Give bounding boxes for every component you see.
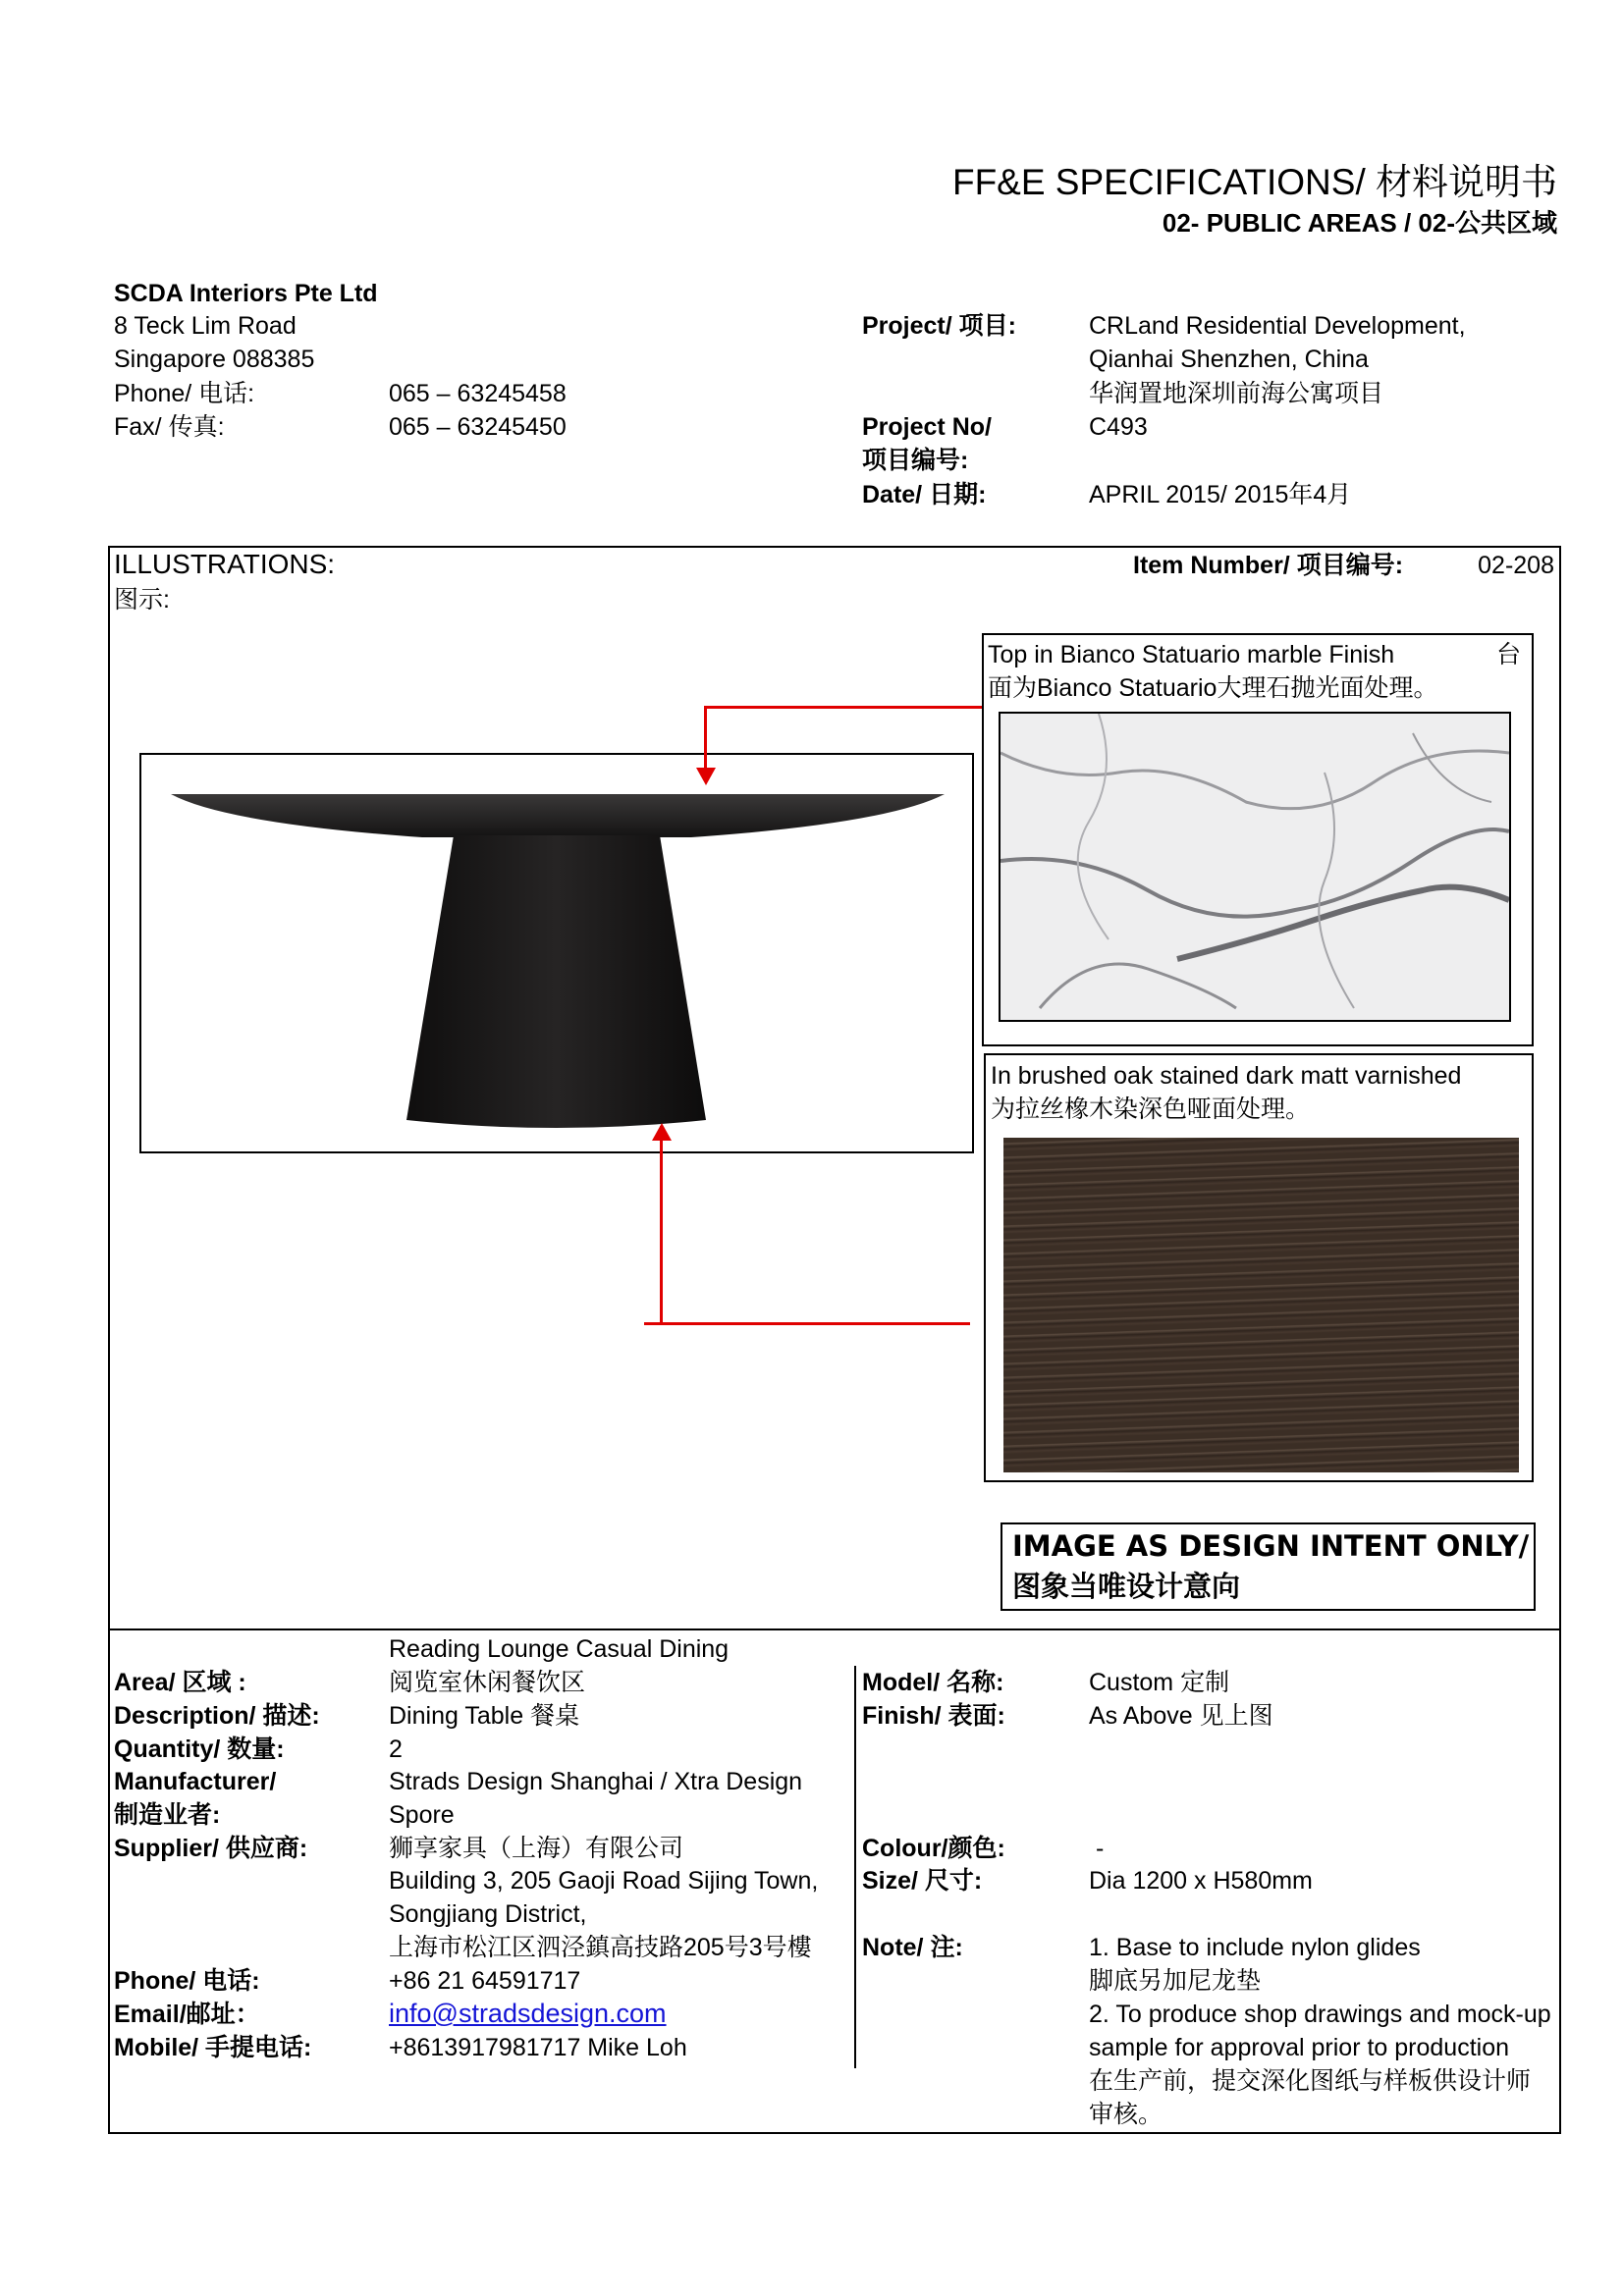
frame-divider xyxy=(108,1629,1561,1630)
quantity-value: 2 xyxy=(389,1735,403,1763)
description-value: Dining Table 餐桌 xyxy=(389,1702,580,1730)
area-label: Area/ 区域 : xyxy=(114,1669,246,1696)
email-label: Email/邮址： xyxy=(114,2001,260,2028)
project-line2: Qianhai Shenzhen, China xyxy=(1089,346,1369,373)
company-phone-label: Phone/ 电话: xyxy=(114,380,255,407)
company-address-line2: Singapore 088385 xyxy=(114,346,315,373)
illustrations-title: ILLUSTRATIONS: xyxy=(114,549,336,579)
company-fax: 065 – 63245450 xyxy=(389,413,567,441)
description-label: Description/ 描述: xyxy=(114,1702,320,1730)
model-value: Custom 定制 xyxy=(1089,1669,1230,1696)
note2-cn-line1: 在生产前，提交深化图纸与样板供设计师 xyxy=(1089,2067,1532,2095)
leader-arrow-top xyxy=(694,768,718,787)
size-value: Dia 1200 x H580mm xyxy=(1089,1867,1313,1895)
document-subtitle: 02- PUBLIC AREAS / 02-公共区域 xyxy=(1162,208,1557,238)
item-number: 02-208 xyxy=(1478,552,1554,579)
project-no-label-cn: 项目编号: xyxy=(862,447,969,474)
date-label: Date/ 日期: xyxy=(862,481,987,508)
area-value-line1: Reading Lounge Casual Dining xyxy=(389,1635,730,1663)
document-title: FF&E SPECIFICATIONS/ 材料说明书 xyxy=(951,162,1557,202)
company-phone: 065 – 63245458 xyxy=(389,380,567,407)
note2-line2: sample for approval prior to production xyxy=(1089,2034,1510,2061)
mobile-value: +8613917981717 Mike Loh xyxy=(389,2034,687,2061)
colour-value: - xyxy=(1096,1835,1105,1862)
supplier-value-line4: 上海市松江区泗泾鎮高技路205号3号樓 xyxy=(389,1934,812,1961)
finish-label: Finish/ 表面: xyxy=(862,1702,1005,1730)
marble-caption-line2: 面为Bianco Statuario大理石抛光面处理。 xyxy=(988,674,1438,702)
manufacturer-label: Manufacturer/ xyxy=(114,1768,277,1795)
marble-texture xyxy=(1001,714,1509,1020)
manufacturer-label-cn: 制造业者: xyxy=(114,1801,221,1829)
note2-cn-line2: 审核。 xyxy=(1089,2101,1163,2128)
leader-line-base-horizontal xyxy=(644,1322,970,1325)
leader-line-base-vertical xyxy=(660,1126,663,1324)
project-line3: 华润置地深圳前海公寓项目 xyxy=(1089,380,1384,407)
supplier-value-line2: Building 3, 205 Gaoji Road Sijing Town, xyxy=(389,1867,819,1895)
supplier-label: Supplier/ 供应商: xyxy=(114,1835,308,1862)
leader-line-top-horizontal xyxy=(704,706,982,709)
illustrations-title-cn: 图示: xyxy=(114,586,170,614)
phone-value: +86 21 64591717 xyxy=(389,1967,581,1995)
marble-swatch xyxy=(999,712,1511,1022)
area-value-line2: 阅览室休闲餐饮区 xyxy=(389,1669,586,1696)
project-line1: CRLand Residential Development, xyxy=(1089,312,1466,340)
email-link[interactable]: info@stradsdesign.com xyxy=(389,1999,667,2028)
note2-line1: 2. To produce shop drawings and mock-up xyxy=(1089,2001,1551,2028)
project-label: Project/ 项目: xyxy=(862,312,1016,340)
company-fax-label: Fax/ 传真: xyxy=(114,413,225,441)
note1-cn: 脚底另加尼龙垫 xyxy=(1089,1967,1262,1995)
leader-arrow-base xyxy=(650,1123,674,1143)
manufacturer-value-line2: Spore xyxy=(389,1801,455,1829)
details-column-divider xyxy=(854,1666,856,2068)
notice-line2: 图象当唯设计意向 xyxy=(1012,1570,1241,1603)
manufacturer-value-line1: Strads Design Shanghai / Xtra Design xyxy=(389,1768,803,1795)
phone-label: Phone/ 电话: xyxy=(114,1967,260,1995)
model-label: Model/ 名称: xyxy=(862,1669,1004,1696)
company-name: SCDA Interiors Pte Ltd xyxy=(114,280,378,307)
oak-caption-line1: In brushed oak stained dark matt varnished xyxy=(991,1062,1462,1090)
marble-caption-line1: Top in Bianco Statuario marble Finish xyxy=(988,641,1395,668)
finish-value: As Above 见上图 xyxy=(1089,1702,1273,1730)
note1: 1. Base to include nylon glides xyxy=(1089,1934,1421,1961)
product-image-frame xyxy=(139,753,974,1153)
note-label: Note/ 注: xyxy=(862,1934,963,1961)
marble-caption-cn-char: 台 xyxy=(1496,641,1522,668)
tabletop-shape xyxy=(171,794,945,837)
dining-table-image xyxy=(141,755,972,1151)
supplier-value-line1: 狮享家具（上海）有限公司 xyxy=(389,1835,684,1862)
oak-swatch xyxy=(1003,1138,1519,1472)
mobile-label: Mobile/ 手提电话: xyxy=(114,2034,312,2061)
colour-label: Colour/颜色: xyxy=(862,1835,1005,1862)
project-no: C493 xyxy=(1089,413,1148,441)
notice-line1: IMAGE AS DESIGN INTENT ONLY/ xyxy=(1012,1529,1530,1563)
table-base-shape xyxy=(406,835,706,1128)
project-no-label: Project No/ xyxy=(862,413,992,441)
company-address-line1: 8 Teck Lim Road xyxy=(114,312,297,340)
item-number-label: Item Number/ 项目编号: xyxy=(1133,552,1404,579)
supplier-value-line3: Songjiang District, xyxy=(389,1900,587,1928)
date-value: APRIL 2015/ 2015年4月 xyxy=(1089,481,1352,508)
oak-caption-line2: 为拉丝橡木染深色哑面处理。 xyxy=(991,1095,1311,1123)
quantity-label: Quantity/ 数量: xyxy=(114,1735,285,1763)
size-label: Size/ 尺寸: xyxy=(862,1867,983,1895)
